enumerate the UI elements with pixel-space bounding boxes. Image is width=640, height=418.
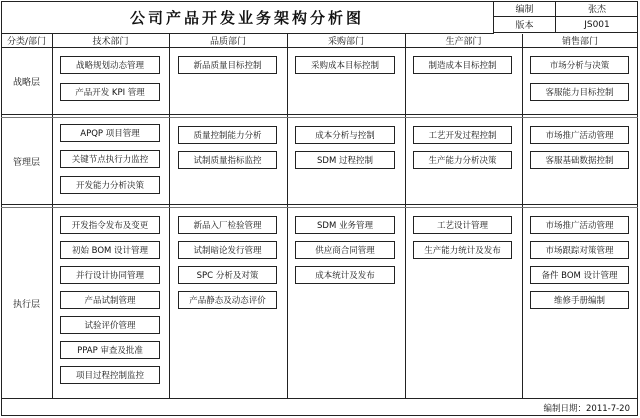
- activity-box: SPC 分析及对策: [178, 266, 277, 284]
- activity-box: 新品质量目标控制: [178, 56, 277, 74]
- diagram-title: 公司产品开发业务架构分析图: [1, 1, 494, 34]
- layer-label-execution: 执行层: [12, 299, 40, 310]
- layer-label-management: 管理层: [12, 157, 40, 168]
- activity-box: 成本分析与控制: [295, 126, 395, 144]
- footer-date: 编制日期：2011-7-20: [543, 403, 630, 414]
- activity-box: 并行设计协同管理: [60, 266, 160, 284]
- dept-header-purchase: 采购部门: [287, 34, 405, 48]
- column-divider: [405, 34, 406, 398]
- layer-divider: [1, 117, 638, 118]
- activity-box: 试验评价管理: [60, 316, 160, 334]
- layer-divider: [1, 114, 638, 115]
- activity-box: 战略规划动态管理: [60, 56, 160, 74]
- activity-box: 质量控制能力分析: [178, 126, 277, 144]
- version-row: [494, 17, 638, 33]
- activity-box: 产品开发 KPI 管理: [60, 83, 160, 101]
- layer-label-strategy: 战略层: [12, 78, 40, 88]
- activity-box: 新品入厂检验管理: [178, 216, 277, 234]
- column-divider: [287, 34, 288, 398]
- column-divider: [522, 34, 523, 398]
- activity-box: 市场跟踪对策管理: [530, 241, 629, 259]
- activity-box: SDM 过程控制: [295, 151, 395, 169]
- version-value: JS001: [584, 19, 610, 30]
- layer-divider: [1, 204, 638, 205]
- activity-box: 生产能力分析决策: [413, 151, 512, 169]
- activity-box: 备件 BOM 设计管理: [530, 266, 629, 284]
- activity-box: 供应商合同管理: [295, 241, 395, 259]
- activity-box: 产品试制管理: [60, 291, 160, 309]
- activity-box: 开发指令发布及变更: [60, 216, 160, 234]
- activity-box: 试制质量指标监控: [178, 151, 277, 169]
- activity-box: 试制暗论发行管理: [178, 241, 277, 259]
- column-divider: [169, 34, 170, 398]
- activity-box: 初始 BOM 设计管理: [60, 241, 160, 259]
- activity-box: 成本统计及发布: [295, 266, 395, 284]
- editor-label: 编制: [494, 1, 556, 16]
- activity-box: APQP 项目管理: [60, 124, 160, 142]
- activity-box: 客服基础数据控制: [530, 151, 629, 169]
- activity-box: 产品静态及动态评价: [178, 291, 277, 309]
- activity-box: 客服能力目标控制: [530, 83, 629, 101]
- activity-box: 关键节点执行力监控: [60, 150, 160, 168]
- activity-box: 市场推广活动管理: [530, 216, 629, 234]
- dept-header-sales: 销售部门: [522, 34, 638, 48]
- activity-box: 维修手册编制: [530, 291, 629, 309]
- editor-value: 张杰: [587, 5, 606, 15]
- activity-box: 开发能力分析决策: [60, 176, 160, 194]
- activity-box: 生产能力统计及发布: [413, 241, 512, 259]
- activity-box: 采购成本目标控制: [295, 56, 395, 74]
- column-divider: [52, 34, 53, 398]
- activity-box: 市场分析与决策: [530, 56, 629, 74]
- activity-box: 工艺设计管理: [413, 216, 512, 234]
- activity-box: 制造成本目标控制: [413, 56, 512, 74]
- dept-header-tech: 技术部门: [52, 34, 169, 48]
- activity-box: 市场推广活动管理: [530, 126, 629, 144]
- activity-box: 项目过程控制监控: [60, 366, 160, 384]
- activity-box: SDM 业务管理: [295, 216, 395, 234]
- editor-row: [494, 1, 638, 17]
- version-label: 版本: [494, 17, 556, 32]
- dept-header-quality: 品质部门: [169, 34, 287, 48]
- activity-box: PPAP 审查及批准: [60, 341, 160, 359]
- activity-box: 工艺开发过程控制: [413, 126, 512, 144]
- dept-header-production: 生产部门: [405, 34, 522, 48]
- category-header: 分类/部门: [1, 34, 52, 48]
- layer-divider: [1, 207, 638, 208]
